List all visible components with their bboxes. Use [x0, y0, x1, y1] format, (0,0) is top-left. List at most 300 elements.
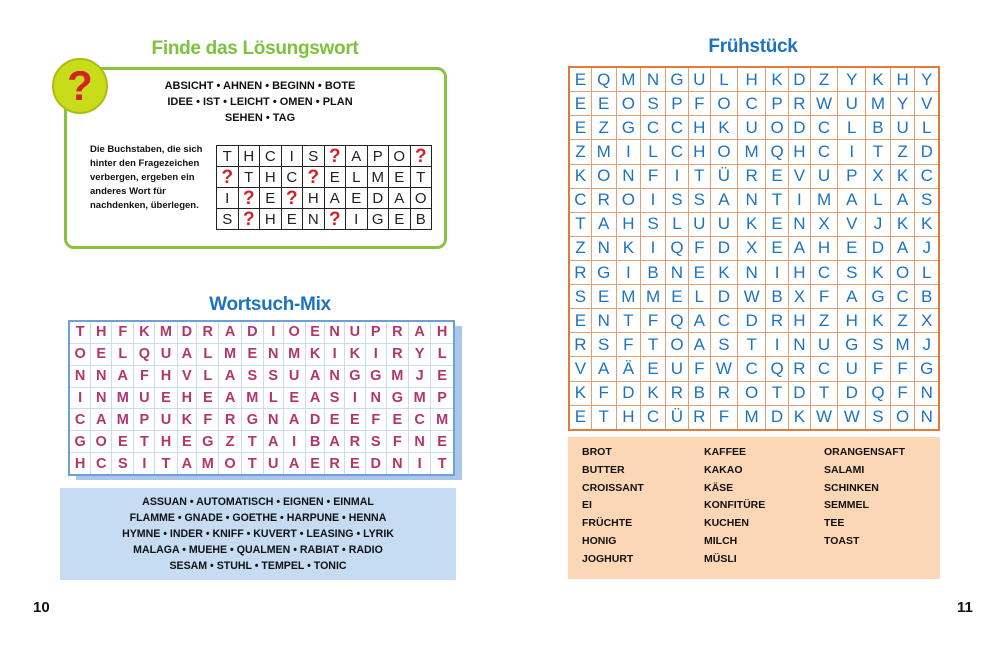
grid-row [69, 387, 454, 409]
grid-cell: L [689, 285, 711, 309]
grid-cell: K [569, 164, 591, 188]
grid-cell: Z [219, 431, 241, 453]
word-list-item: KUCHEN [704, 517, 749, 530]
grid-cell: D [866, 236, 891, 260]
grid-cell: A [389, 188, 411, 209]
grid-cell: E [431, 365, 454, 387]
grid-cell: H [689, 140, 711, 164]
question-letter-grid [216, 145, 432, 230]
grid-cell: X [789, 285, 811, 309]
grid-cell: C [710, 309, 738, 333]
grid-cell: U [263, 453, 283, 475]
grid-cell: A [219, 387, 241, 409]
grid-cell: X [915, 309, 939, 333]
grid-cell: N [738, 188, 766, 212]
grid-row [569, 140, 939, 164]
grid-cell: E [324, 167, 346, 188]
grid-cell: S [217, 209, 239, 230]
grid-cell: M [112, 387, 134, 409]
grid-cell: K [765, 67, 788, 92]
grid-cell: Q [665, 309, 688, 333]
grid-row [69, 321, 454, 343]
grid-cell: R [219, 409, 241, 431]
grid-cell: D [738, 309, 766, 333]
grid-cell: K [738, 212, 766, 236]
word-list-line: IDEE • IST • LEICHT • OMEN • PLAN [167, 96, 353, 108]
grid-cell: W [738, 285, 766, 309]
grid-cell: I [408, 453, 430, 475]
grid-cell: U [710, 212, 738, 236]
grid-cell: E [389, 167, 411, 188]
grid-cell: S [838, 260, 866, 284]
grid-cell: E [689, 260, 711, 284]
grid-cell: T [69, 321, 91, 343]
grid-cell: C [408, 409, 430, 431]
grid-cell: C [738, 357, 766, 381]
grid-cell: M [112, 409, 134, 431]
grid-cell: E [260, 188, 282, 209]
grid-row [569, 357, 939, 381]
grid-cell: Z [569, 236, 591, 260]
grid-cell: U [738, 116, 766, 140]
grid-cell: E [325, 409, 345, 431]
grid-cell: U [689, 212, 711, 236]
grid-row [569, 236, 939, 260]
grid-cell: E [281, 209, 303, 230]
grid-cell: T [765, 381, 788, 405]
instruction-text: Die Buchstaben, die sich hinter den Fragezeichen verbergen, ergeben ein anderes Wort für nachdenken, überlegen. [90, 144, 203, 211]
grid-row [569, 381, 939, 405]
grid-cell: Y [408, 343, 430, 365]
grid-cell: K [177, 409, 197, 431]
grid-cell: L [346, 167, 368, 188]
grid-cell: Y [915, 67, 939, 92]
grid-cell: N [69, 365, 91, 387]
grid-cell: N [591, 236, 616, 260]
grid-cell: L [710, 67, 738, 92]
grid-cell: L [431, 343, 454, 365]
grid-cell: H [789, 140, 811, 164]
question-mark-cell: ? [324, 209, 346, 230]
grid-cell: M [219, 343, 241, 365]
grid-cell: T [241, 431, 263, 453]
grid-cell: R [710, 381, 738, 405]
grid-cell: E [112, 431, 134, 453]
grid-row [569, 164, 939, 188]
grid-cell: E [765, 164, 788, 188]
grid-cell: B [765, 285, 788, 309]
word-list-line: MALAGA • MUEHE • QUALMEN • RABIAT • RADIO [133, 544, 383, 556]
grid-cell: M [241, 387, 263, 409]
grid-cell: J [915, 333, 939, 357]
grid-cell: F [689, 357, 711, 381]
grid-cell: V [838, 212, 866, 236]
grid-cell: O [890, 405, 915, 430]
grid-cell: P [367, 146, 389, 167]
grid-cell: C [641, 405, 666, 430]
grid-cell: N [91, 387, 112, 409]
grid-cell: D [789, 381, 811, 405]
grid-cell: K [344, 343, 365, 365]
grid-cell: E [591, 285, 616, 309]
grid-cell: A [838, 285, 866, 309]
grid-cell: L [197, 365, 219, 387]
grid-cell: S [303, 146, 325, 167]
grid-cell: S [591, 333, 616, 357]
grid-cell: L [915, 116, 939, 140]
grid-cell: L [112, 343, 134, 365]
grid-cell: R [197, 321, 219, 343]
grid-cell: M [367, 167, 389, 188]
grid-cell: Q [866, 381, 891, 405]
grid-cell: I [765, 260, 788, 284]
grid-cell: O [710, 140, 738, 164]
grid-cell: I [838, 140, 866, 164]
grid-cell: A [325, 431, 345, 453]
word-list-item: FRÜCHTE [582, 517, 633, 530]
question-mark-cell: ? [238, 209, 260, 230]
grid-cell: O [219, 453, 241, 475]
grid-cell: H [177, 387, 197, 409]
grid-cell: B [410, 209, 432, 230]
grid-cell: F [866, 357, 891, 381]
grid-cell: E [569, 405, 591, 430]
grid-cell: S [689, 188, 711, 212]
grid-row [569, 309, 939, 333]
grid-cell: O [283, 321, 305, 343]
grid-cell: F [134, 365, 155, 387]
grid-cell: H [155, 431, 177, 453]
grid-cell: E [346, 188, 368, 209]
word-list-item: KÄSE [704, 481, 734, 494]
grid-cell: I [69, 387, 91, 409]
grid-row [569, 405, 939, 430]
grid-cell: U [134, 387, 155, 409]
question-mark-cell: ? [303, 167, 325, 188]
grid-cell: Ä [616, 357, 641, 381]
grid-cell: R [386, 343, 408, 365]
question-mark-icon: ? [52, 58, 108, 114]
grid-cell: F [616, 333, 641, 357]
word-column [582, 444, 644, 569]
grid-cell: A [177, 343, 197, 365]
grid-cell: M [155, 321, 177, 343]
grid-cell: E [765, 212, 788, 236]
grid-cell: I [281, 146, 303, 167]
grid-cell: S [866, 333, 891, 357]
grid-cell: Ü [665, 405, 688, 430]
word-list-item: SCHINKEN [824, 481, 879, 494]
grid-cell: A [324, 188, 346, 209]
grid-cell: H [616, 405, 641, 430]
grid-cell: P [765, 92, 788, 116]
grid-cell: C [810, 116, 838, 140]
grid-cell: M [738, 405, 766, 430]
grid-cell: H [789, 260, 811, 284]
grid-row [569, 116, 939, 140]
grid-cell: R [344, 431, 365, 453]
grid-cell: F [641, 309, 666, 333]
grid-row [69, 343, 454, 365]
grid-cell: I [665, 164, 688, 188]
grid-cell: E [569, 116, 591, 140]
grid-cell: S [915, 188, 939, 212]
grid-cell: A [305, 365, 325, 387]
wortsuch-mix-grid [68, 320, 455, 476]
grid-cell: M [866, 92, 891, 116]
grid-row [217, 188, 432, 209]
grid-cell: C [915, 164, 939, 188]
grid-cell: I [263, 321, 283, 343]
grid-cell: L [197, 343, 219, 365]
grid-cell: U [283, 365, 305, 387]
grid-cell: A [219, 321, 241, 343]
grid-cell: N [325, 365, 345, 387]
question-mark-cell: ? [238, 188, 260, 209]
grid-cell: T [217, 146, 239, 167]
grid-cell: A [346, 146, 368, 167]
question-mark-cell: ? [281, 188, 303, 209]
grid-cell: G [665, 67, 688, 92]
grid-cell: I [365, 343, 386, 365]
grid-cell: I [344, 387, 365, 409]
grid-cell: C [738, 92, 766, 116]
grid-cell: R [665, 381, 688, 405]
grid-cell: R [738, 164, 766, 188]
grid-cell: C [91, 453, 112, 475]
word-list-item: KAFFEE [704, 446, 746, 458]
grid-cell: C [810, 140, 838, 164]
grid-cell: I [641, 188, 666, 212]
grid-cell: K [305, 343, 325, 365]
grid-cell: A [689, 333, 711, 357]
grid-cell: E [197, 387, 219, 409]
grid-cell: B [689, 381, 711, 405]
grid-cell: D [710, 285, 738, 309]
word-list-line: ASSUAN • AUTOMATISCH • EIGNEN • EINMAL [142, 496, 374, 508]
grid-cell: U [155, 343, 177, 365]
grid-cell: K [134, 321, 155, 343]
grid-cell: R [591, 188, 616, 212]
grid-cell: M [738, 140, 766, 164]
word-list-item: JOGHURT [582, 552, 634, 565]
grid-cell: C [260, 146, 282, 167]
grid-cell: M [431, 409, 454, 431]
grid-cell: S [710, 333, 738, 357]
grid-cell: A [305, 387, 325, 409]
grid-cell: D [305, 409, 325, 431]
grid-cell: R [789, 357, 811, 381]
grid-cell: I [283, 431, 305, 453]
grid-cell: A [408, 321, 430, 343]
grid-cell: F [689, 92, 711, 116]
fruehstueck-word-list [568, 437, 940, 579]
word-list-item: HONIG [582, 534, 617, 547]
grid-cell: M [890, 333, 915, 357]
grid-cell: G [591, 260, 616, 284]
grid-cell: K [866, 67, 891, 92]
grid-cell: H [303, 188, 325, 209]
grid-cell: E [569, 67, 591, 92]
grid-cell: B [866, 116, 891, 140]
grid-row [217, 167, 432, 188]
grid-cell: E [665, 285, 688, 309]
grid-cell: C [281, 167, 303, 188]
page-number-left: 10 [33, 599, 50, 616]
grid-cell: T [155, 453, 177, 475]
grid-cell: O [389, 146, 411, 167]
grid-cell: A [689, 309, 711, 333]
grid-cell: H [260, 209, 282, 230]
grid-cell: Ü [710, 164, 738, 188]
grid-cell: I [325, 343, 345, 365]
grid-cell: Z [810, 309, 838, 333]
grid-row [69, 431, 454, 453]
grid-cell: N [738, 260, 766, 284]
word-list-item: BUTTER [582, 463, 625, 476]
question-mark-cell: ? [324, 146, 346, 167]
grid-cell: I [789, 188, 811, 212]
grid-cell: U [810, 333, 838, 357]
grid-cell: N [386, 453, 408, 475]
grid-cell: S [365, 431, 386, 453]
grid-cell: G [838, 333, 866, 357]
grid-cell: Q [765, 140, 788, 164]
grid-cell: A [91, 409, 112, 431]
grid-cell: J [915, 236, 939, 260]
word-list-item: CROISSANT [582, 481, 644, 494]
grid-cell: E [838, 236, 866, 260]
grid-cell: M [616, 285, 641, 309]
grid-cell: N [263, 343, 283, 365]
grid-cell: T [866, 140, 891, 164]
grid-cell: X [810, 212, 838, 236]
grid-cell: T [689, 164, 711, 188]
grid-cell: O [890, 260, 915, 284]
grid-cell: F [386, 431, 408, 453]
grid-cell: K [890, 164, 915, 188]
grid-cell: Q [665, 236, 688, 260]
grid-row [569, 67, 939, 92]
grid-cell: P [134, 409, 155, 431]
grid-cell: G [616, 116, 641, 140]
grid-cell: L [641, 140, 666, 164]
grid-cell: F [641, 164, 666, 188]
grid-cell: A [890, 188, 915, 212]
grid-row [69, 453, 454, 475]
grid-cell: B [641, 260, 666, 284]
grid-cell: I [217, 188, 239, 209]
grid-cell: O [69, 343, 91, 365]
grid-cell: H [890, 67, 915, 92]
grid-cell: O [765, 116, 788, 140]
grid-cell: U [689, 67, 711, 92]
grid-cell: C [890, 285, 915, 309]
grid-cell: A [591, 357, 616, 381]
grid-cell: D [177, 321, 197, 343]
grid-cell: T [569, 212, 591, 236]
grid-cell: V [177, 365, 197, 387]
word-list-item: SALAMI [824, 463, 865, 476]
grid-cell: V [569, 357, 591, 381]
grid-cell: F [365, 409, 386, 431]
grid-cell: N [789, 212, 811, 236]
grid-cell: N [408, 431, 430, 453]
grid-cell: T [431, 453, 454, 475]
grid-cell: Z [810, 67, 838, 92]
word-list-item: KONFITÜRE [704, 499, 766, 512]
grid-cell: M [386, 365, 408, 387]
grid-cell: A [112, 365, 134, 387]
grid-cell: T [765, 188, 788, 212]
grid-cell: S [641, 92, 666, 116]
grid-cell: O [616, 92, 641, 116]
grid-cell: X [866, 164, 891, 188]
grid-cell: O [616, 188, 641, 212]
grid-cell: S [641, 212, 666, 236]
grid-cell: H [260, 167, 282, 188]
grid-cell: H [616, 212, 641, 236]
grid-cell: G [365, 365, 386, 387]
grid-cell: C [69, 409, 91, 431]
grid-row [69, 365, 454, 387]
grid-cell: G [866, 285, 891, 309]
grid-cell: Q [591, 67, 616, 92]
grid-cell: L [866, 188, 891, 212]
grid-cell: I [346, 209, 368, 230]
grid-cell: A [263, 431, 283, 453]
grid-cell: A [710, 188, 738, 212]
grid-cell: Z [890, 140, 915, 164]
grid-cell: K [866, 260, 891, 284]
grid-cell: K [710, 260, 738, 284]
grid-cell: P [431, 387, 454, 409]
grid-cell: A [283, 453, 305, 475]
grid-cell: F [689, 236, 711, 260]
page-number-right: 11 [957, 599, 973, 616]
grid-cell: Y [890, 92, 915, 116]
grid-cell: V [789, 164, 811, 188]
grid-cell: T [641, 333, 666, 357]
fruehstueck-grid [568, 66, 940, 431]
grid-cell: P [365, 321, 386, 343]
grid-cell: T [810, 381, 838, 405]
grid-cell: D [710, 236, 738, 260]
grid-cell: N [641, 67, 666, 92]
grid-cell: R [689, 405, 711, 430]
grid-row [69, 409, 454, 431]
grid-cell: S [866, 405, 891, 430]
grid-cell: H [738, 67, 766, 92]
grid-cell: E [641, 357, 666, 381]
grid-cell: K [616, 236, 641, 260]
grid-cell: S [112, 453, 134, 475]
grid-cell: S [263, 365, 283, 387]
question-mark-cell: ? [410, 146, 432, 167]
grid-cell: S [325, 387, 345, 409]
grid-cell: O [665, 333, 688, 357]
grid-cell: V [915, 92, 939, 116]
grid-cell: I [765, 333, 788, 357]
grid-cell: A [219, 365, 241, 387]
grid-cell: L [915, 260, 939, 284]
grid-cell: K [569, 381, 591, 405]
grid-cell: E [305, 321, 325, 343]
grid-cell: G [69, 431, 91, 453]
grid-cell: R [325, 453, 345, 475]
grid-cell: G [367, 209, 389, 230]
grid-cell: T [241, 453, 263, 475]
